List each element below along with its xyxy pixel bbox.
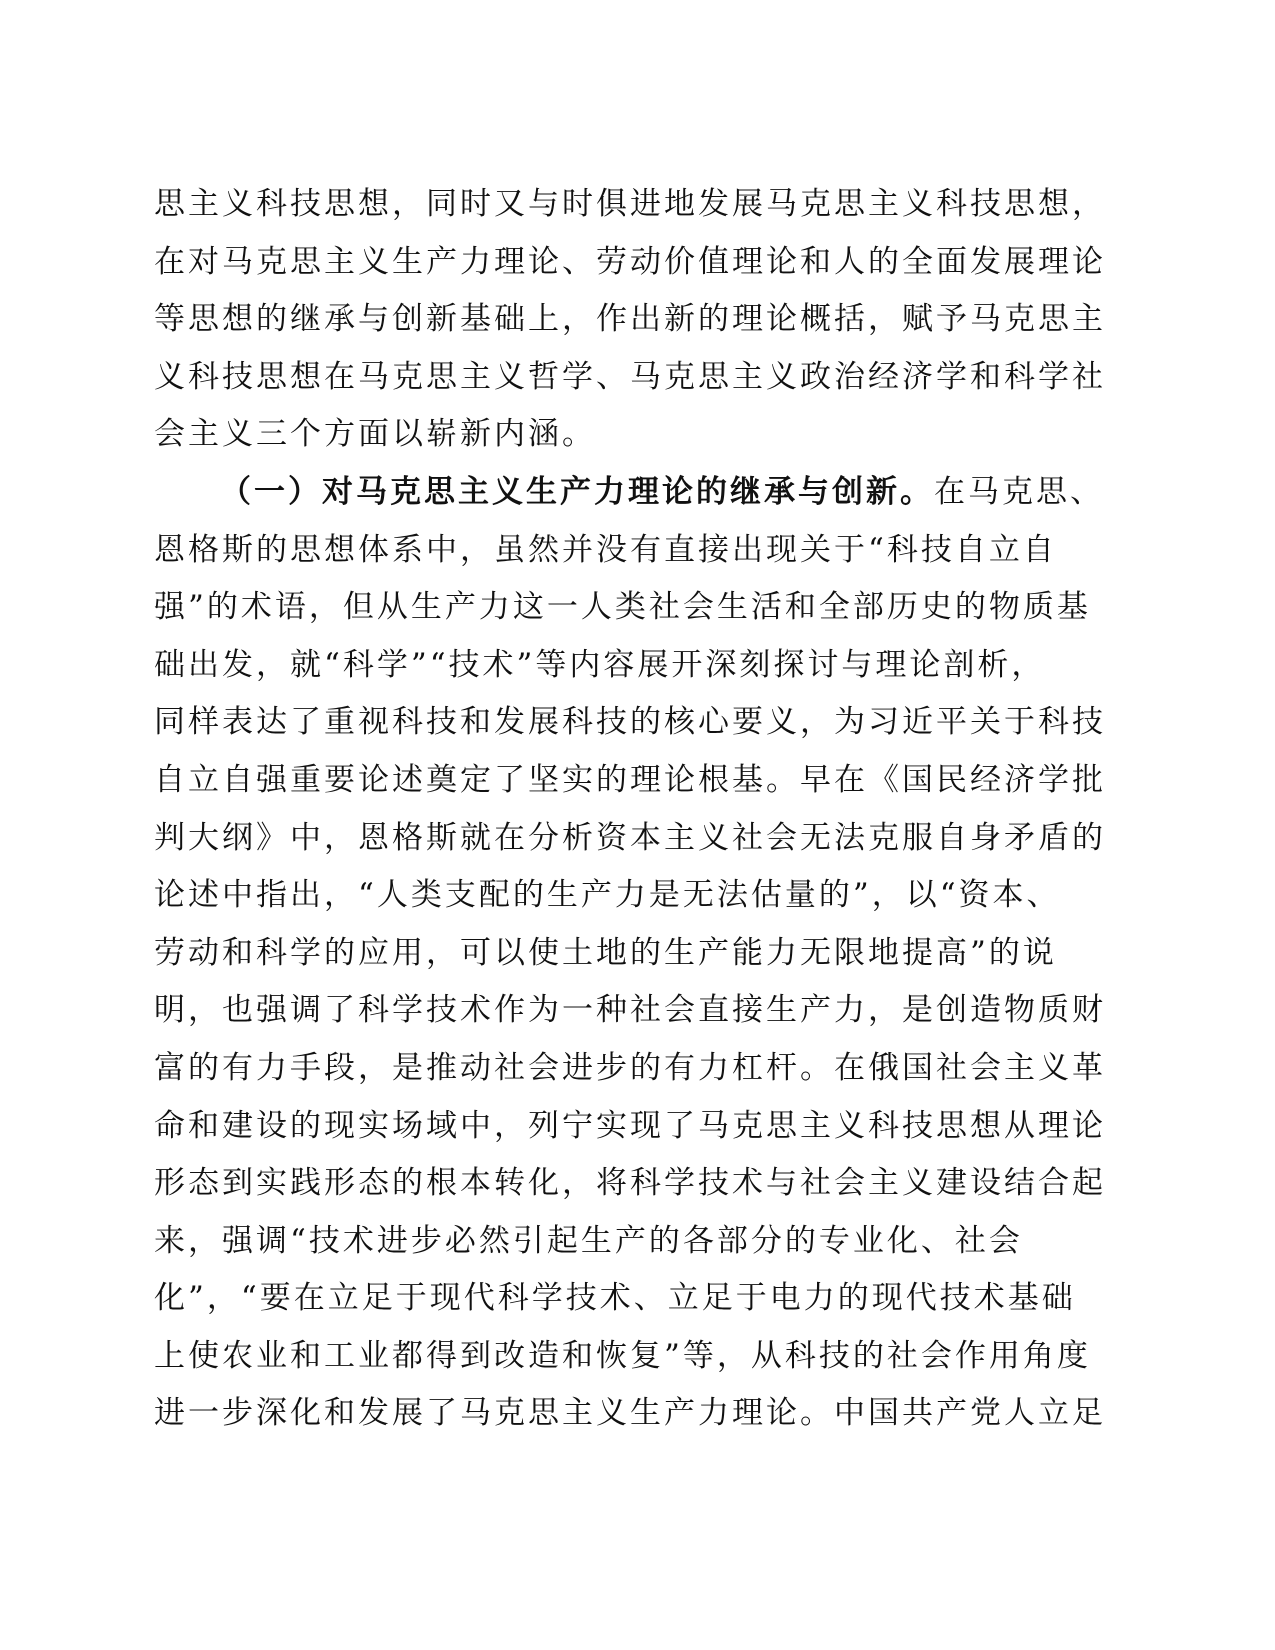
text-line: 础出发，就“科学”“技术”等内容展开深刻探讨与理论剖析， xyxy=(154,646,1046,683)
text-line: 形态到实践形态的根本转化，将科学技术与社会主义建设结合起 xyxy=(154,1165,1106,1202)
paragraph-2 xyxy=(154,464,1106,1443)
document-body xyxy=(154,176,1106,1443)
text-line: 来，强调“技术进步必然引起生产的各部分的专业化、社会 xyxy=(154,1222,1023,1259)
text-line: 同样表达了重视科技和发展科技的核心要义，为习近平关于科技 xyxy=(154,704,1106,741)
text-line: 富的有力手段，是推动社会进步的有力杠杆。在俄国社会主义革 xyxy=(154,1049,1106,1086)
section-heading-line xyxy=(154,464,1104,522)
text-line: 强”的术语，但从生产力这一人类社会生活和全部历史的物质基 xyxy=(154,589,1091,626)
text-line: 上使农业和工业都得到改造和恢复”等，从科技的社会作用角度 xyxy=(154,1337,1091,1374)
text-line: 恩格斯的思想体系中，虽然并没有直接出现关于“科技自立自 xyxy=(154,531,1057,568)
text-line: 进一步深化和发展了马克思主义生产力理论。中国共产党人立足 xyxy=(154,1395,1106,1432)
text-line: 自立自强重要论述奠定了坚实的理论根基。早在《国民经济学批 xyxy=(154,761,1106,798)
text-line: 命和建设的现实场域中，列宁实现了马克思主义科技思想从理论 xyxy=(154,1107,1106,1144)
text-line: 等思想的继承与创新基础上，作出新的理论概括，赋予马克思主 xyxy=(154,301,1106,338)
heading-line-rest: 在马克思、 xyxy=(934,473,1104,510)
text-line: 明，也强调了科学技术作为一种社会直接生产力，是创造物质财 xyxy=(154,992,1106,1029)
text-line: 判大纲》中，恩格斯就在分析资本主义社会无法克服自身矛盾的 xyxy=(154,819,1106,856)
text-line: 在对马克思主义生产力理论、劳动价值理论和人的全面发展理论 xyxy=(154,243,1106,280)
text-line: 劳动和科学的应用，可以使土地的生产能力无限地提高”的说 xyxy=(154,934,1057,971)
text-line: 会主义三个方面以崭新内涵。 xyxy=(154,416,596,453)
text-line: 义科技思想在马克思主义哲学、马克思主义政治经济学和科学社 xyxy=(154,358,1106,395)
paragraph-1 xyxy=(154,176,1106,464)
section-heading: （一）对马克思主义生产力理论的继承与创新。 xyxy=(220,473,934,510)
text-line: 论述中指出，“人类支配的生产力是无法估量的”，以“资本、 xyxy=(154,877,1061,914)
text-line: 思主义科技思想，同时又与时俱进地发展马克思主义科技思想， xyxy=(154,186,1106,222)
text-line: 化”，“要在立足于现代科学技术、立足于电力的现代技术基础 xyxy=(154,1280,1076,1317)
